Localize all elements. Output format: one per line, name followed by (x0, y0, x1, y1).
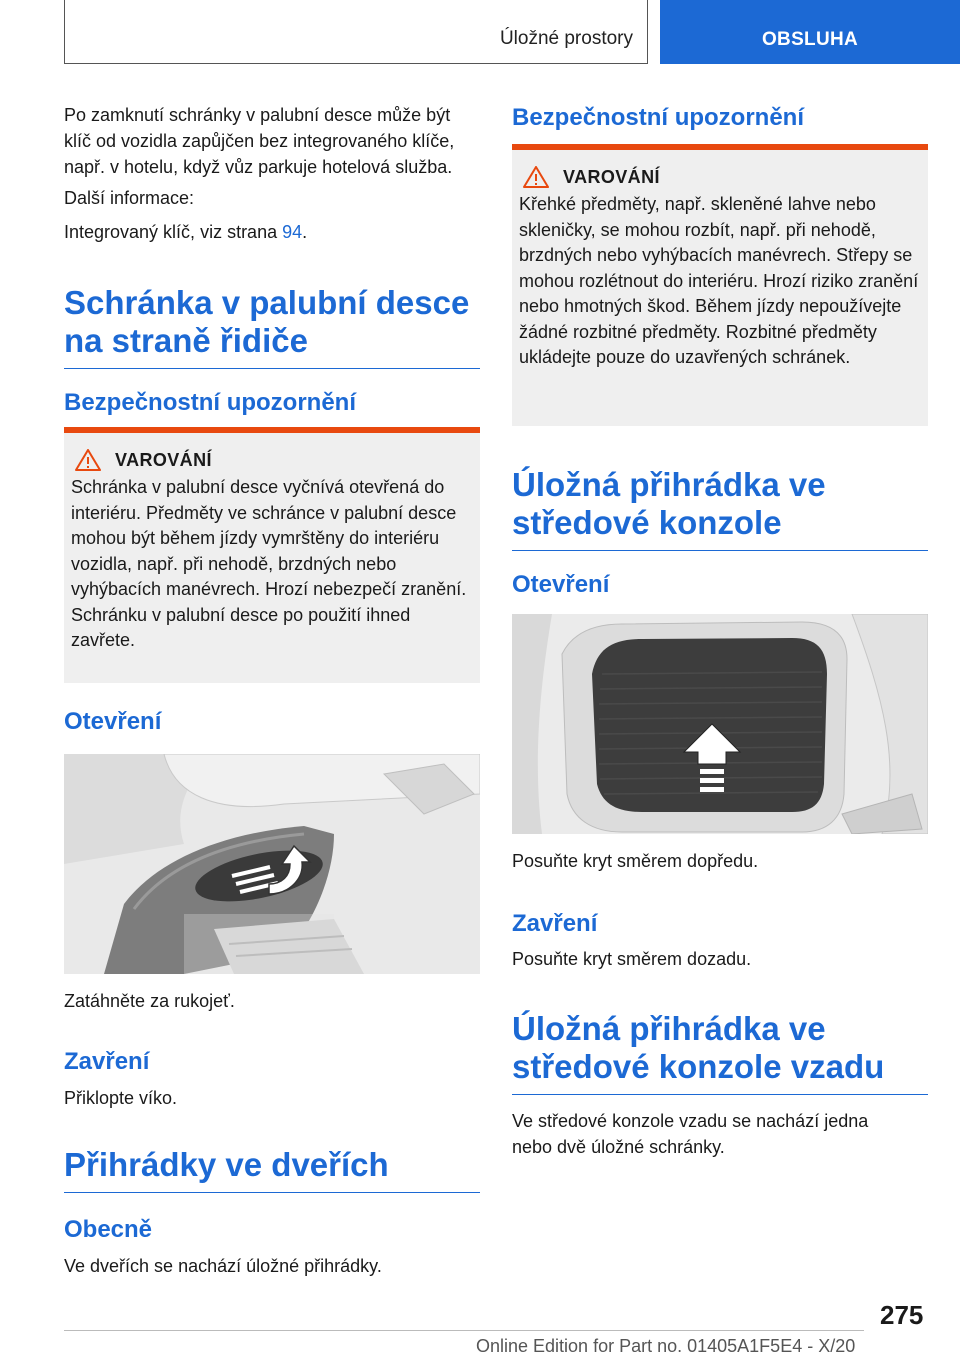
warning-triangle-icon (523, 166, 549, 188)
general-text: Ve dveřích se nachází úložné přihrádky. (64, 1256, 382, 1276)
open-heading-right: Otevření (512, 571, 610, 598)
warning-box-right (512, 144, 928, 426)
header-tab-label: OBSLUHA (761, 29, 859, 50)
warning-triangle-icon (75, 449, 101, 471)
footer-divider (64, 1330, 864, 1331)
footer-edition-text: Online Edition for Part no. 01405A1F5E4 - X/20 (476, 1336, 856, 1356)
glovebox-illustration (64, 754, 480, 974)
section-title-center-console: Úložná přihrádka ve středové konzole (512, 466, 928, 551)
reference-period: . (302, 222, 308, 242)
warning-label: VAROVÁNÍ (115, 449, 212, 470)
open-caption-right: Posuňte kryt směrem dopředu. (512, 851, 759, 871)
open-heading-left: Otevření (64, 708, 162, 735)
center-console-illustration (512, 614, 928, 834)
warning-text: Křehké předměty, např. skleněné lahve nebo skleničky, se mohou rozbít, např. při nehodě, brzdných nebo vyhýbacích manévrech. Střepy se mohou rozlétnout do interiéru. Hrozí riziko zranění nebo hmotných škod. Během jízdy nepoužívejte žádné rozbitné předměty. Rozbitné předměty ukládejte pouze do uzavřených schránek. (519, 194, 919, 367)
close-heading-right: Zavření (512, 910, 598, 937)
warning-box-left (64, 427, 480, 683)
header-section-box (64, 0, 648, 64)
section-title-glovebox: Schránka v palubní desce na straně řidiče (64, 284, 480, 369)
safety-heading-left: Bezpečnostní upozornění (64, 389, 357, 416)
section-title-door-pockets: Přihrádky ve dveřích (64, 1146, 480, 1193)
reference-text: Integrovaný klíč, viz strana (64, 222, 283, 242)
header-section-title: Úložné prostory (499, 28, 633, 49)
warning-header (71, 449, 473, 471)
warning-text: Schránka v palubní desce vyčnívá otevřená do interiéru. Předměty ve schránce v palubní desce mohou být během jízdy vymrštěny do interiéru vozidla, např. při nehodě, brzdných nebo vyhýbacích manévrech. Hrozí nebezpečí zranění. Schránku v palubní desce po použití ihned zavřete. (71, 477, 467, 650)
header-tab-obsluha[interactable] (660, 0, 960, 64)
page-link-94[interactable]: 94 (282, 222, 303, 242)
intro-paragraph: Po zamknutí schránky v palubní desce může být klíč od vozidla zapůjčen bez integrovaného klíče, např. v hotelu, když vůz parkuje hotelová služba. (64, 105, 455, 177)
close-heading-left: Zavření (64, 1048, 150, 1075)
more-info-label: Další informace: (64, 188, 195, 208)
section-title-rear-console: Úložná přihrádka ve středové konzole vzadu (512, 1010, 928, 1095)
open-caption-left: Zatáhněte za rukojeť. (64, 991, 235, 1011)
page-number: 275 (880, 1300, 924, 1330)
close-text-right: Posuňte kryt směrem dozadu. (512, 949, 752, 969)
rear-console-text: Ve středové konzole vzadu se nachází jedna nebo dvě úložné schránky. (512, 1111, 869, 1157)
integrated-key-reference (64, 219, 307, 245)
center-console-photo (512, 614, 928, 834)
safety-heading-right: Bezpečnostní upozornění (512, 104, 805, 131)
close-text-left: Přiklopte víko. (64, 1088, 178, 1108)
warning-label: VAROVÁNÍ (563, 166, 660, 187)
warning-header (519, 166, 921, 188)
general-heading: Obecně (64, 1216, 153, 1243)
glovebox-photo (64, 754, 480, 974)
